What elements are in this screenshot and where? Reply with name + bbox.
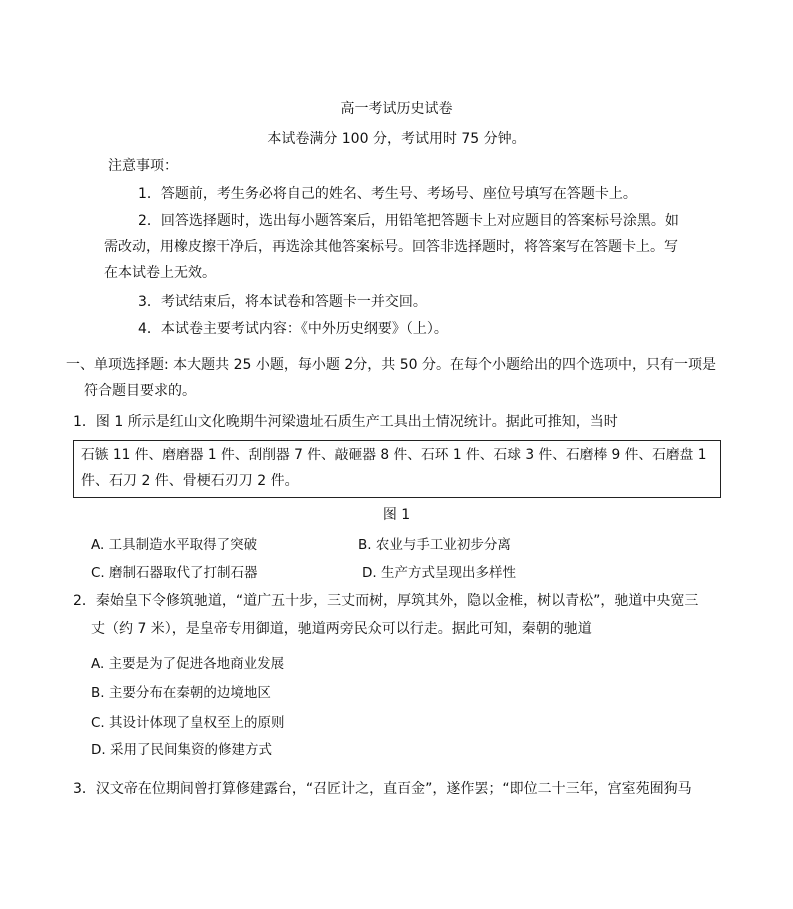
q1-option-b: B. 农业与手工业初步分离	[358, 537, 511, 553]
q1-box-line-1: 石镞 11 件、磨磨器 1 件、刮削器 7 件、敲砸器 8 件、石环 1 件、石球 3 件、石磨棒 9 件、石磨盘 1	[81, 447, 707, 463]
notice-item-4: 4．本试卷主要考试内容：《中外历史纲要》（上）。	[138, 321, 448, 337]
exam-title: 高一考试历史试卷	[340, 101, 453, 117]
q1-stem: 1．图 1 所示是红山文化晚期牛河梁遗址石质生产工具出土情况统计。据此可推知，当时	[73, 414, 618, 430]
q2-option-d: D. 采用了民间集资的修建方式	[91, 742, 272, 758]
q1-option-c: C. 磨制石器取代了打制石器	[91, 565, 258, 581]
q1-option-d: D. 生产方式呈现出多样性	[362, 565, 516, 581]
q2-option-c: C. 其设计体现了皇权至上的原则	[91, 715, 285, 731]
q2-option-b: B. 主要分布在秦朝的边境地区	[91, 685, 271, 701]
notice-item-2-cont: 需改动，用橡皮擦干净后，再选涂其他答案标号。回答非选择题时，将答案写在答题卡上。写	[104, 239, 678, 255]
q1-figure-label: 图 1	[382, 507, 411, 523]
notice-item-2-end: 在本试卷上无效。	[104, 265, 216, 281]
q2-stem-line-2: 丈（约 7 米），是皇帝专用御道，驰道两旁民众可以行走。据此可知，秦朝的驰道	[91, 621, 592, 637]
q1-option-a: A. 工具制造水平取得了突破	[91, 537, 258, 553]
q2-option-a: A. 主要是为了促进各地商业发展	[91, 656, 285, 672]
notice-item-3: 3．考试结束后，将本试卷和答题卡一并交回。	[138, 294, 427, 310]
notice-heading: 注意事项：	[108, 158, 178, 174]
q1-figure-box	[73, 440, 721, 498]
section-heading-cont: 符合题目要求的。	[84, 383, 196, 399]
q1-box-line-2: 件、石刀 2 件、骨梗石刃刀 2 件。	[81, 473, 299, 489]
q3-stem-line-1: 3．汉文帝在位期间曾打算修建露台，“召匠计之，直百金”，遂作罢；“即位二十三年，宫室苑囿狗马	[73, 781, 692, 797]
q2-stem-line-1: 2．秦始皇下令修筑驰道，“道广五十步，三丈而树，厚筑其外，隐以金椎，树以青松”，驰道中央宽三	[73, 593, 699, 609]
section-heading: 一、单项选择题: 本大题共 25 小题，每小题 2分，共 50 分。在每个小题给出的四个选项中，只有一项是	[66, 357, 716, 373]
notice-item-2: 2．回答选择题时，选出每小题答案后，用铅笔把答题卡上对应题目的答案标号涂黑。如	[138, 213, 679, 229]
notice-item-1: 1．答题前，考生务必将自己的姓名、考生号、考场号、座位号填写在答题卡上。	[138, 186, 637, 202]
exam-subtitle: 本试卷满分 100 分，考试用时 75 分钟。	[267, 131, 526, 147]
